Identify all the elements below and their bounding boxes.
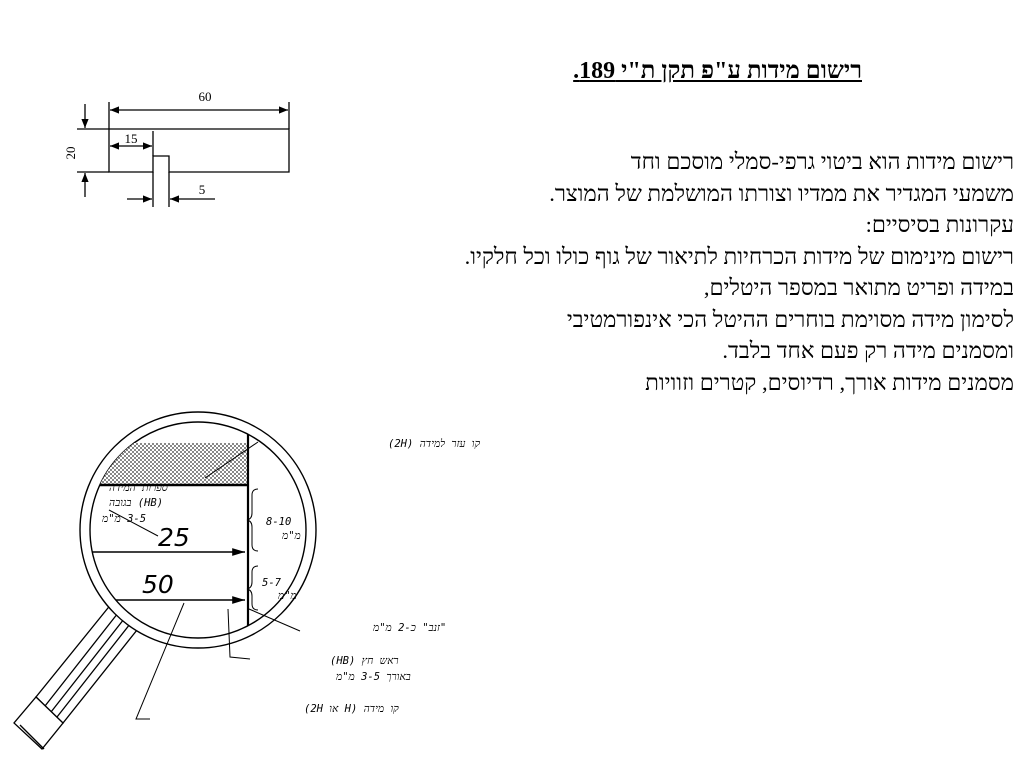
label-digits-3: 3-5 מ"מ [102,513,147,525]
lens-value-50: 50 [142,570,174,599]
label-digits-2: (HB) בגובה [109,497,164,509]
dim-label-60: 60 [198,89,212,104]
body-line-7: ומסמנים מידה רק פעם אחד בלבד. [722,338,1014,363]
dimension-drawing [0,0,300,230]
label-spacing-b1: 5-7 [262,577,281,589]
label-dim-line: קו מידה (H או 2H) [304,703,399,715]
magnifier-illustration [0,423,481,768]
dim-label-5: 5 [198,182,206,197]
body-line-4: רישום מינימום של מידות הכרחיות לתיאור של גוף כולו וכל חלקיו. [464,243,1014,269]
dim-label-15: 15 [124,131,138,146]
label-spacing-b2: מ"מ [278,590,297,602]
label-tail: "זנב" כ-2 מ"מ [373,622,447,634]
lens-value-25: 25 [158,523,190,552]
label-arrowhead-1: ראש חץ (HB) [330,655,399,667]
body-line-5: במידה ופריט מתואר במספר היטלים, [703,275,1014,300]
body-line-1: רישום מידות הוא ביטוי גרפי-סמלי מוסכם וחד [630,149,1014,174]
body-line-8: מסמנים מידות אורך, רדיוסים, קטרים וזוויות [645,369,1014,395]
page-title: רישום מידות ע"פ תקן ת"י 189. [573,58,862,84]
label-helper-line: קו עזר למידה (2H) [388,438,481,450]
body-text [234,146,1014,398]
label-arrowhead-2: באורך 3-5 מ"מ [336,671,411,683]
body-line-2: משמעי המגדיר את ממדיו וצורתו המושלמת של המוצר. [549,180,1014,206]
body-line-6: לסימון מידה מסוימת בוחרים ההיטל הכי אינפורמטיבי [566,306,1014,332]
label-digits-1: ספרות המידה [109,482,168,494]
magnifier-handle [14,603,137,749]
label-spacing-a2: מ"מ [282,530,301,542]
label-spacing-a1: 8-10 [266,516,292,528]
body-line-3: עקרונות בסיסיים: [865,212,1014,237]
dim-label-20: 20 [63,146,78,160]
